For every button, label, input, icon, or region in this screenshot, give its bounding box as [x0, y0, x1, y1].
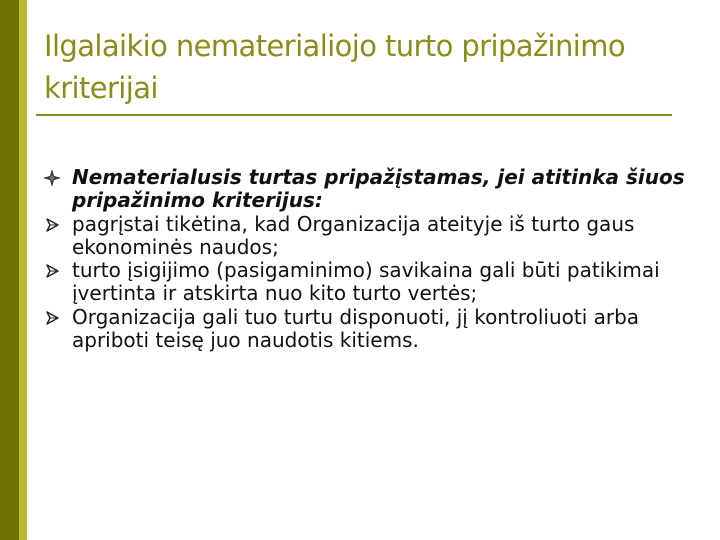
bullet-item [44, 306, 704, 353]
arrowhead-icon [44, 263, 60, 279]
arrowhead-icon [44, 217, 60, 233]
arrowhead-icon [44, 310, 60, 326]
title-divider [36, 114, 672, 116]
bullet-text: turto įsigijimo (pasigaminimo) savikaina gali būti patikimai įvertinta ir atskirta nuo kito turto vertės; [72, 258, 660, 306]
sidebar-light-stripe [19, 0, 27, 540]
bullet-item [44, 213, 704, 260]
slide-title: Ilgalaikio nematerialiojo turto pripažinimo kriterijai [44, 29, 626, 105]
bullet-item [44, 259, 704, 306]
sidebar-dark-stripe [0, 0, 19, 540]
bullet-list [44, 166, 704, 352]
bullet-text: Organizacija gali tuo turtu disponuoti, jį kontroliuoti arba apriboti teisę juo naudotis kitiems. [72, 304, 640, 353]
bullet-text: pagrįstai tikėtina, kad Organizacija ateityje iš turto gaus ekonominės naudos; [72, 211, 635, 259]
diamond-flower-icon [44, 170, 60, 186]
bullet-text: Nematerialusis turtas pripažįstamas, jei atitinka šiuos pripažinimo kriterijus: [72, 165, 685, 213]
bullet-item-lead [44, 166, 704, 213]
